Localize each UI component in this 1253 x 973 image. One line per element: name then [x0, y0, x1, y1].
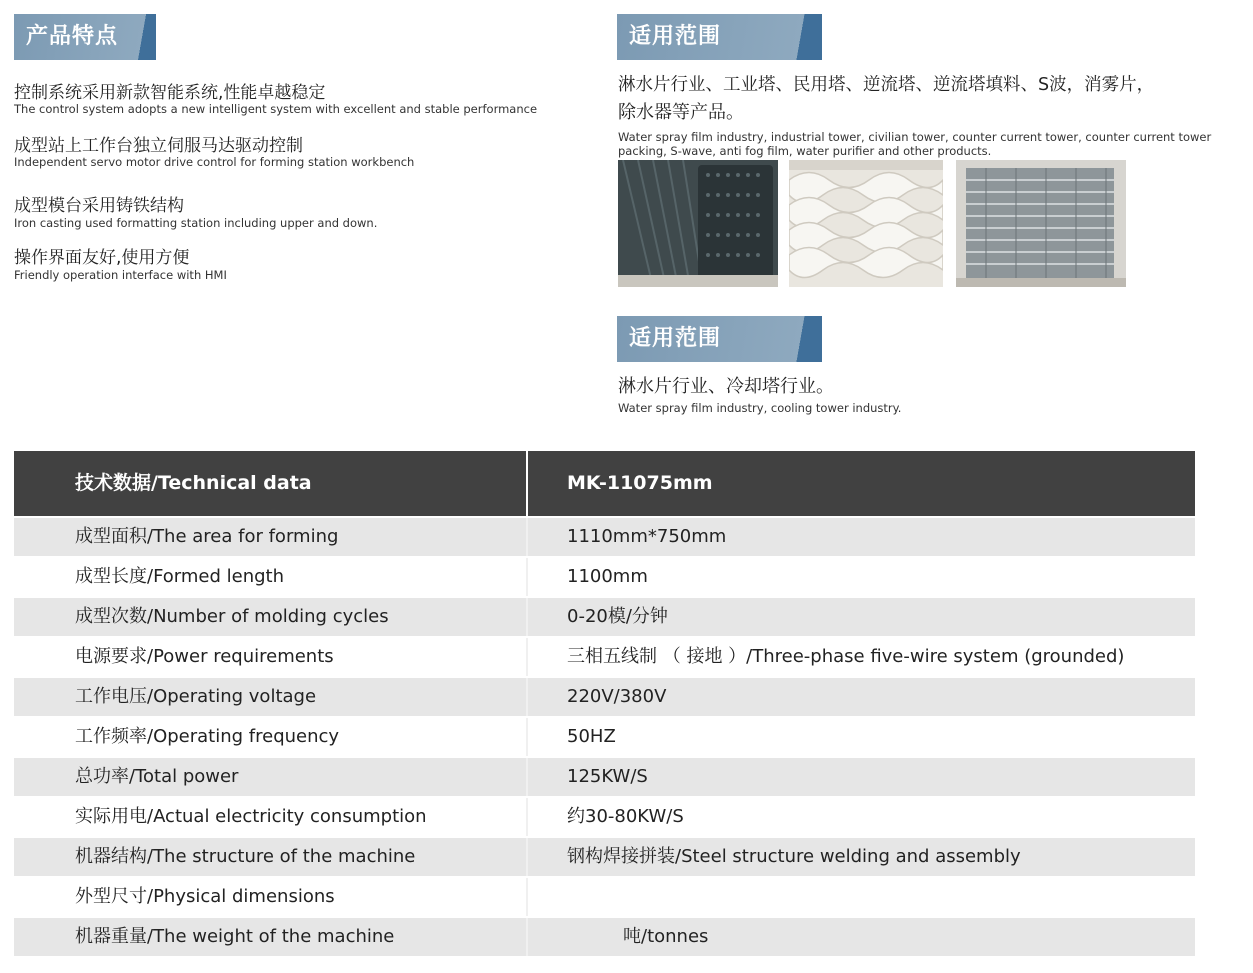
feature-3-cn: 成型模台采用铸铁结构 — [14, 196, 184, 216]
range-2-cn: 淋水片行业、冷却塔行业。 — [618, 376, 834, 397]
table-row — [14, 798, 1195, 836]
table-header — [14, 451, 1195, 516]
range-1-cn-line2: 除水器等产品。 — [618, 102, 744, 123]
technical-data-table — [14, 451, 1195, 956]
row-label: 总功率/Total power — [14, 758, 528, 796]
range-2-en: Water spray film industry, cooling tower industry. — [618, 401, 902, 415]
table-row — [14, 598, 1195, 636]
feature-1-cn: 控制系统采用新款智能系统,性能卓越稳定 — [14, 83, 326, 103]
row-value: 50HZ — [567, 726, 616, 747]
row-label: 成型次数/Number of molding cycles — [14, 598, 528, 636]
row-value: 0-20模/分钟 — [567, 606, 668, 627]
row-label: 机器重量/The weight of the machine — [14, 918, 528, 956]
row-value: 220V/380V — [567, 686, 667, 707]
table-row — [14, 718, 1195, 756]
row-label: 机器结构/The structure of the machine — [14, 838, 528, 876]
row-value: 钢构焊接拼装/Steel structure welding and assembly — [567, 846, 1021, 867]
product-photo-grey-stack — [956, 160, 1126, 287]
row-value: 三相五线制 （ 接地 ）/Three-phase five-wire system (grounded) — [567, 646, 1125, 667]
row-value: 约30-80KW/S — [567, 806, 684, 827]
feature-4-cn: 操作界面友好,使用方便 — [14, 248, 190, 268]
range-1-cn-line1: 淋水片行业、工业塔、民用塔、逆流塔、逆流塔填料、S波，消雾片， — [618, 75, 1155, 95]
header-model: MK-11075mm — [567, 472, 713, 494]
product-photo-dark-sheets — [618, 160, 778, 287]
row-label: 工作频率/Operating frequency — [14, 718, 528, 756]
range-1-en-line2: packing, S-wave, anti fog film, water purifier and other products. — [618, 144, 992, 158]
table-row — [14, 558, 1195, 596]
row-value — [528, 878, 1195, 916]
range-badge-2: 适用范围 — [617, 316, 822, 362]
table-row — [14, 878, 1195, 916]
header-label: 技术数据/Technical data — [14, 451, 528, 516]
table-row — [14, 758, 1195, 796]
range-1-en-line1: Water spray film industry, industrial tower, civilian tower, counter current tower, counter current tower — [618, 130, 1212, 144]
row-label: 实际用电/Actual electricity consumption — [14, 798, 528, 836]
feature-2-en: Independent servo motor drive control for forming station workbench — [14, 155, 415, 169]
row-value: 1100mm — [567, 566, 648, 587]
row-value: 125KW/S — [567, 766, 648, 787]
feature-1-en: The control system adopts a new intelligent system with excellent and stable performance — [14, 102, 538, 116]
row-label: 成型长度/Formed length — [14, 558, 528, 596]
features-badge: 产品特点 — [14, 14, 156, 60]
row-label: 成型面积/The area for forming — [14, 518, 528, 556]
feature-2-cn: 成型站上工作台独立伺服马达驱动控制 — [14, 136, 303, 156]
table-row — [14, 518, 1195, 556]
range-badge-1: 适用范围 — [617, 14, 822, 60]
row-label: 外型尺寸/Physical dimensions — [14, 878, 528, 916]
table-row — [14, 678, 1195, 716]
table-row — [14, 838, 1195, 876]
product-photo-white-sheets — [789, 160, 943, 287]
row-label: 工作电压/Operating voltage — [14, 678, 528, 716]
feature-3-en: Iron casting used formatting station including upper and down. — [14, 216, 378, 230]
feature-4-en: Friendly operation interface with HMI — [14, 268, 227, 282]
row-value: 1110mm*750mm — [567, 526, 727, 547]
row-label: 电源要求/Power requirements — [14, 638, 528, 676]
table-row — [14, 918, 1195, 956]
table-row — [14, 638, 1195, 676]
row-value: 吨/tonnes — [623, 926, 709, 947]
